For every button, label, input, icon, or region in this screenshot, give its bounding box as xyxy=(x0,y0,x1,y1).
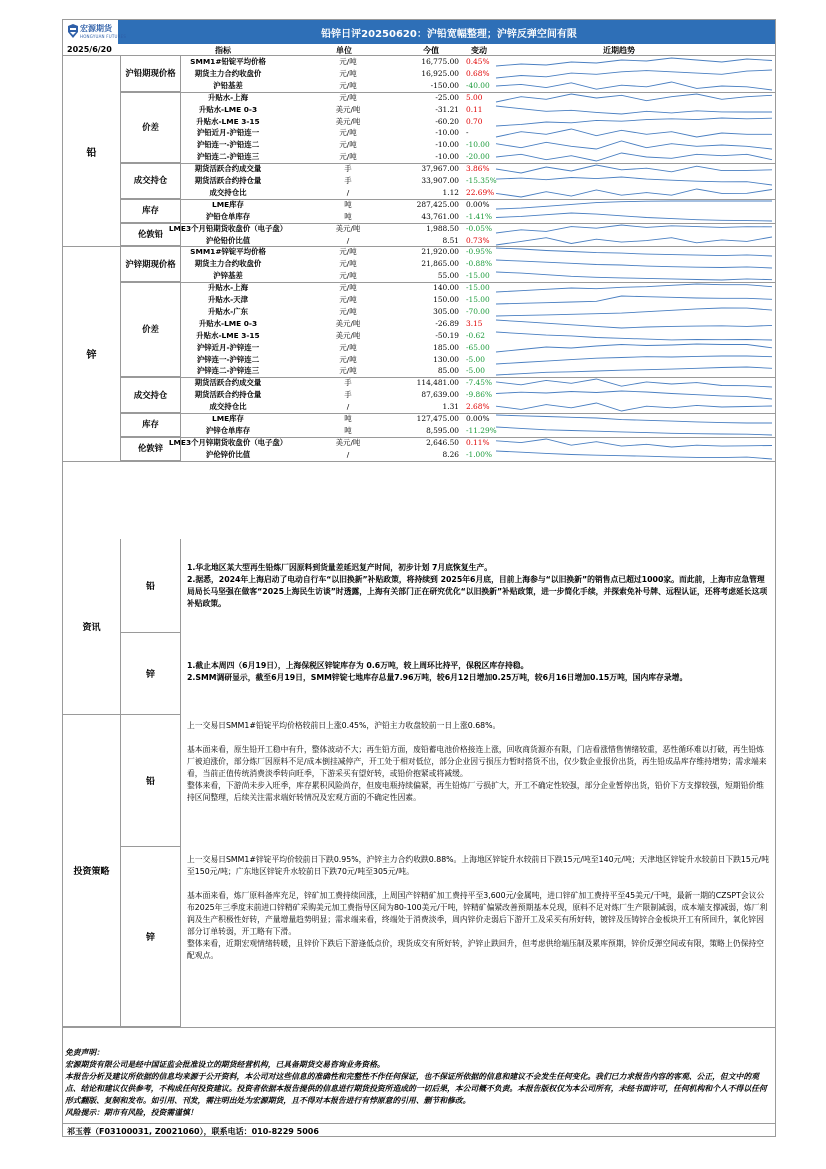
trend-line xyxy=(496,129,772,137)
strategy-lead-label: 铅 xyxy=(121,715,181,847)
header-value: 今值 xyxy=(423,46,439,55)
indicator-name: LME3个月锌期货收盘价（电子盘） xyxy=(168,437,288,447)
trend-line xyxy=(496,248,772,256)
indicator-change: 5.00 xyxy=(466,92,483,102)
news-zinc-item: 2.SMM调研显示，截至6月19日，SMM锌锭七地库存总量7.96万吨，较6月12日增加0.25万吨，较6月16日增加0.15万吨，国内库存录增。 xyxy=(187,673,688,682)
trend-sparkline xyxy=(495,390,773,400)
indicator-change: -0.95% xyxy=(466,247,492,257)
strategy-zinc-para: 整体来看，近期宏观情绪转暖，且锌价下跌后下游逢低点价，现货成交有所好转，沪锌止跌回升，但考虑供给端压制及累库预期，锌价反弹空间或有限，策略上仍保持空配观点。 xyxy=(187,939,764,960)
indicator-unit: 美元/吨 xyxy=(335,437,361,447)
indicator-name: 升贴水-LME 3-15 xyxy=(196,116,260,126)
header-date: 2025/6/20 xyxy=(67,45,112,54)
indicator-change: -10.00 xyxy=(466,140,490,150)
indicator-value: 16,925.00 xyxy=(421,68,459,78)
news-lead-item: 1.华北地区某大型再生铅炼厂因原料到货量差延迟复产时间，初步计划 7月底恢复生产。 xyxy=(187,563,493,572)
indicator-change: -15.00 xyxy=(466,283,490,293)
trend-sparkline xyxy=(495,236,773,246)
indicator-change: -0.88% xyxy=(466,259,492,269)
indicator-unit: 元/吨 xyxy=(339,68,357,78)
trend-sparkline xyxy=(495,93,773,103)
news-lead-text xyxy=(187,562,771,610)
news-zinc-item: 1.截止本周四（6月19日），上海保税区锌锭库存为 0.6万吨，较上周环比持平，保税区库存持稳。 xyxy=(187,661,529,670)
indicator-change: 0.68% xyxy=(466,68,490,78)
indicator-change: 2.68% xyxy=(466,402,490,412)
indicator-value: 8.26 xyxy=(442,449,459,459)
indicator-name: 沪伦锌价比值 xyxy=(205,449,251,459)
group-label: 价差 xyxy=(121,92,181,163)
trend-line xyxy=(496,58,772,66)
logo-name-cn: 宏源期货 xyxy=(80,24,112,33)
header-unit: 单位 xyxy=(336,46,352,55)
trend-sparkline xyxy=(495,224,773,234)
indicator-change: -9.86% xyxy=(466,390,492,400)
trend-sparkline xyxy=(495,247,773,257)
indicator-unit: 手 xyxy=(344,176,352,185)
indicator-change: 3.15 xyxy=(466,318,483,328)
indicator-unit: 吨 xyxy=(344,425,352,435)
company-logo xyxy=(63,20,127,44)
indicator-value: 37,967.00 xyxy=(421,164,459,174)
indicator-change: 0.00% xyxy=(466,199,490,209)
indicator-change: 0.11% xyxy=(466,437,490,447)
report-title: 铅锌日评20250620：沪铅宽幅整理；沪锌反弹空间有限 xyxy=(321,29,577,40)
indicator-change: -20.00 xyxy=(466,152,490,162)
indicator-value: 150.00 xyxy=(433,295,459,304)
trend-line xyxy=(496,344,772,352)
trend-line xyxy=(496,308,772,316)
group-label: 价差 xyxy=(121,282,181,377)
strategy-lead-para: 整体来看，下游尚未步入旺季，库存累积风险尚存，但废电瓶持续偏紧，再生铅炼厂亏损扩大，开工不确定性较强，部分企业暂停出货，铅价下方支撑较强，短期铅价维持区间整理，后续关注需求端好转情况及宏观方面的不确定性因素。 xyxy=(187,781,764,802)
indicator-value: 130.00 xyxy=(433,354,459,364)
trend-sparkline xyxy=(495,212,773,222)
group-label: 成交持仓 xyxy=(121,163,181,199)
strategy-zinc-para: 基本面来看，炼厂原料备库充足，锌矿加工费持续回涨，上周国产锌精矿加工费持平至3,600元/金属吨，进口锌矿加工费持平至45美元/干吨，最新一期的CZSPT会议公布2025年三季度末前进口锌精矿采购美元加工费指导区间为80-100美元/干吨，锌精矿偏紧改善预期基本兑现，原料不足对炼厂生产限制减弱，成本端支撑减弱，炼厂利润及生产积极性好转，产量增量趋势明显；需求端来看，终端处于消费淡季，周内锌价走弱后下游开工及采买有所好转，镀锌及压铸锌合金板块开工有所回升，氧化锌因部分订单转弱，开工略有下滑。 xyxy=(187,891,768,936)
indicator-value: 127,475.00 xyxy=(416,414,459,423)
indicator-name: LME库存 xyxy=(212,414,244,423)
group-label: 伦敦锌 xyxy=(121,437,181,461)
indicator-change: -1.41% xyxy=(466,211,492,221)
indicator-unit: 元/吨 xyxy=(339,128,357,138)
indicator-unit: / xyxy=(346,235,350,245)
trend-line xyxy=(496,320,772,328)
header-change: 变动 xyxy=(471,46,487,55)
trend-sparkline xyxy=(495,57,773,67)
strategy-lead-text xyxy=(187,720,771,804)
indicator-change: -7.45% xyxy=(466,378,492,388)
indicator-value: 55.00 xyxy=(437,271,459,281)
indicator-name: 升贴水-广东 xyxy=(207,306,249,316)
indicator-unit: 吨 xyxy=(344,211,352,221)
indicator-value: -25.00 xyxy=(435,92,459,102)
indicator-name: 升贴水-LME 0-3 xyxy=(198,318,258,328)
indicator-unit: 吨 xyxy=(344,199,352,209)
indicator-value: 305.00 xyxy=(433,306,459,316)
trend-line xyxy=(496,70,772,78)
indicator-unit: 元/吨 xyxy=(339,247,357,257)
indicator-name: 沪锌近月-沪锌连一 xyxy=(196,342,260,352)
indicator-name: 期货活跃合约成交量 xyxy=(194,378,262,388)
strategy-zinc-text xyxy=(187,854,771,962)
logo-mark-icon xyxy=(67,24,79,38)
indicator-name: 沪铅连一-沪铅连二 xyxy=(196,140,260,150)
indicator-change: -0.62 xyxy=(466,330,485,340)
indicator-value: 140.00 xyxy=(433,283,459,293)
indicator-unit: 元/吨 xyxy=(339,295,357,304)
indicator-value: 185.00 xyxy=(433,342,459,352)
indicator-name: 沪铅仓单库存 xyxy=(205,211,251,221)
trend-line xyxy=(496,272,772,280)
indicator-unit: 美元/吨 xyxy=(335,223,361,233)
indicator-unit: 吨 xyxy=(344,414,352,423)
indicator-unit: / xyxy=(346,449,350,459)
indicator-unit: 元/吨 xyxy=(339,306,357,316)
indicator-unit: 元/吨 xyxy=(339,80,357,90)
indicator-change: 0.73% xyxy=(466,235,490,245)
trend-line xyxy=(496,451,772,459)
indicator-name: 升贴水-LME 3-15 xyxy=(196,330,260,340)
trend-sparkline xyxy=(495,164,773,174)
indicator-change: -70.00 xyxy=(466,306,490,316)
trend-sparkline xyxy=(495,355,773,365)
indicator-value: -31.21 xyxy=(435,104,459,114)
indicator-unit: 元/吨 xyxy=(339,366,357,376)
indicator-value: -50.19 xyxy=(435,330,459,340)
indicator-unit: 手 xyxy=(344,378,352,388)
indicator-name: 沪锌基差 xyxy=(213,271,243,281)
footer xyxy=(63,1123,775,1137)
trend-sparkline xyxy=(495,450,773,460)
logo-name-en: HONGYUAN FUTURES xyxy=(80,34,127,39)
indicator-name: 期货活跃合约持仓量 xyxy=(194,176,262,185)
group-label: 伦敦铅 xyxy=(121,223,181,247)
indicator-value: 87,639.00 xyxy=(421,390,459,400)
indicator-value: 1.12 xyxy=(442,187,459,197)
trend-sparkline xyxy=(495,81,773,91)
indicator-change: -15.00 xyxy=(466,271,490,281)
indicator-change: 3.86% xyxy=(466,164,490,174)
strategy-lead-para: 基本面来看，原生铅开工稳中有升，整体波动不大；再生铅方面，废铅蓄电池价格接连上涨，回收商货源亦有限，门店看涨惜售情绪较重，恶性循环难以打破，再生铅炼厂被迫涨价，部分炼厂因原料不足/成本倒挂减停产，开工处于相对低位，部分企业因亏损压力暂时搭货不出，仅少数企业报价出货，再生铅成品库存维持增势；需求端来看，当前正值传统消费淡季转向旺季，下游采买有望好转，或铅价抱紧或将减缓。 xyxy=(187,745,767,778)
trend-line xyxy=(496,260,772,268)
trend-sparkline xyxy=(495,117,773,127)
indicator-value: 33,907.00 xyxy=(421,176,459,185)
indicator-unit: / xyxy=(346,187,350,197)
trend-line xyxy=(496,94,772,102)
indicator-unit: 手 xyxy=(344,390,352,400)
block-divider xyxy=(63,461,775,462)
indicator-change: 0.70 xyxy=(466,116,483,126)
indicator-value: 114,481.00 xyxy=(416,378,459,388)
indicator-name: 期货主力合约收盘价 xyxy=(194,259,262,269)
trend-sparkline xyxy=(495,319,773,329)
divider xyxy=(63,1027,775,1028)
indicator-unit: 元/吨 xyxy=(339,271,357,281)
indicator-name: 沪铅连二-沪铅连三 xyxy=(196,152,260,162)
indicator-value: 8.51 xyxy=(442,235,459,245)
trend-sparkline xyxy=(495,438,773,448)
report-header xyxy=(63,20,775,44)
indicator-name: SMM1#铅锭平均价格 xyxy=(190,57,266,66)
indicator-change: -0.05% xyxy=(466,223,492,233)
header-trend: 近期趋势 xyxy=(603,46,635,55)
indicator-change: -1.00% xyxy=(466,449,492,459)
trend-line xyxy=(496,439,772,447)
indicator-unit: 元/吨 xyxy=(339,92,357,102)
trend-line xyxy=(496,213,772,221)
trend-sparkline xyxy=(495,426,773,436)
trend-line xyxy=(496,82,772,90)
news-lead-item: 2.据悉，2024年上海启动了电动自行车“以旧换新”补贴政策，将持续到 2025年6月底，目前上海参与“以旧换新”的销售点已超过1000家。而此前，上海市应急管理局局长马坚强在做客“2025上海民生访谈”时透露，上海有关部门正在研究优化“以旧换新”补贴政策，进一步简化手续，并探索免补号牌、远程认证，还将考虑延长这项补贴政策。 xyxy=(187,575,768,608)
indicator-value: -26.89 xyxy=(435,318,459,328)
indicator-unit: 元/吨 xyxy=(339,283,357,293)
indicator-name: 升贴水-上海 xyxy=(207,92,249,102)
group-label: 沪铅期现价格 xyxy=(121,56,181,92)
indicator-name: 沪锌仓单库存 xyxy=(205,425,251,435)
trend-sparkline xyxy=(495,188,773,198)
indicator-unit: 元/吨 xyxy=(339,259,357,269)
indicator-unit: 美元/吨 xyxy=(335,104,361,114)
trend-line xyxy=(496,201,772,209)
trend-sparkline xyxy=(495,295,773,305)
trend-line xyxy=(496,379,772,387)
indicator-value: 16,775.00 xyxy=(421,57,459,66)
trend-sparkline xyxy=(495,128,773,138)
trend-sparkline xyxy=(495,105,773,115)
indicator-value: 2,646.50 xyxy=(426,437,459,447)
indicator-unit: 手 xyxy=(344,164,352,174)
indicator-value: -150.00 xyxy=(430,80,459,90)
indicator-name: LME库存 xyxy=(212,199,244,209)
strategy-lead-para: 上一交易日SMM1#铅锭平均价格较前日上涨0.45%，沪铅主力收盘较前一日上涨0.68%。 xyxy=(187,721,501,730)
indicator-change: -15.00 xyxy=(466,295,490,304)
indicator-change: 0.45% xyxy=(466,57,490,66)
trend-line xyxy=(496,415,772,423)
spacer xyxy=(187,732,771,744)
disclaimer xyxy=(65,1047,771,1119)
group-label: 库存 xyxy=(121,413,181,437)
indicator-change: -5.00 xyxy=(466,354,485,364)
spacer xyxy=(187,878,771,890)
indicator-unit: 美元/吨 xyxy=(335,318,361,328)
indicator-name: 升贴水-天津 xyxy=(207,295,249,304)
strategy-zinc-label: 锌 xyxy=(121,847,181,1027)
indicator-name: 期货活跃合约成交量 xyxy=(194,164,262,174)
indicator-value: 85.00 xyxy=(437,366,459,376)
indicator-unit: / xyxy=(346,402,350,412)
report-sheet xyxy=(62,19,776,1137)
trend-line xyxy=(496,391,772,399)
indicator-name: 沪铅近月-沪铅连一 xyxy=(196,128,260,138)
indicator-value: 287,425.00 xyxy=(416,199,459,209)
trend-sparkline xyxy=(495,283,773,293)
indicator-change: 0.00% xyxy=(466,414,490,423)
analyst-contact: 祁玉蓉（F03100031, Z0021060），联系电话：010-8229 5006 xyxy=(67,1127,319,1136)
trend-sparkline xyxy=(495,176,773,186)
indicator-value: 21,920.00 xyxy=(421,247,459,257)
trend-line xyxy=(496,332,772,340)
trend-line xyxy=(496,177,772,185)
strategy-zinc-para: 上一交易日SMM1#锌锭平均价较前日下跌0.95%，沪锌主力合约收跌0.88%。上海地区锌锭升水较前日下跌15元/吨至140元/吨；天津地区锌锭升水较前日下跌15元/吨至150元/吨；广东地区锌锭升水较前日下跌70元/吨至305元/吨。 xyxy=(187,855,770,876)
disclaimer-line: 本报告分析及建议所依据的信息均来源于公开资料，本公司对这些信息的准确性和完整性不作任何保证，也不保证所依据的信息和建议不会发生任何变化。我们已力求报告内容的客观、公正，但文中的观点、结论和建议仅供参考，不构成任何投资建议。投资者依据本报告提供的信息进行期货投资所造成的一切后果，本公司概不负责。本报告版权仅为本公司所有，未经书面许可，任何机构和个人不得以任何形式翻版、复制和发布。如引用、刊发，需注明出处为宏源期货，且不得对本报告进行有悖原意的引用、删节和修改。 xyxy=(65,1072,767,1105)
column-header-row xyxy=(63,44,775,56)
metal-label: 锌 xyxy=(63,246,121,460)
trend-sparkline xyxy=(495,366,773,376)
indicator-change: -11.29% xyxy=(466,425,497,435)
indicator-change: -5.00 xyxy=(466,366,485,376)
trend-line xyxy=(496,165,772,173)
trend-line xyxy=(496,106,772,114)
trend-sparkline xyxy=(495,307,773,317)
indicator-unit: 元/吨 xyxy=(339,152,357,162)
trend-sparkline xyxy=(495,343,773,353)
indicator-value: 21,865.00 xyxy=(421,259,459,269)
trend-line xyxy=(496,296,772,304)
indicator-name: 沪铅基差 xyxy=(213,80,243,90)
indicator-unit: 元/吨 xyxy=(339,57,357,66)
disclaimer-title: 免责声明： xyxy=(65,1048,104,1057)
group-label: 成交持仓 xyxy=(121,377,181,413)
indicator-name: 升贴水-上海 xyxy=(207,283,249,293)
trend-sparkline xyxy=(495,271,773,281)
indicator-change: -40.00 xyxy=(466,80,490,90)
indicator-name: LME3个月铅期货收盘价（电子盘） xyxy=(168,223,288,233)
indicator-value: 1.31 xyxy=(442,402,459,412)
indicator-name: SMM1#锌锭平均价格 xyxy=(190,247,266,257)
trend-sparkline xyxy=(495,414,773,424)
indicator-name: 沪锌连二-沪锌连三 xyxy=(196,366,260,376)
metal-label: 铅 xyxy=(63,56,121,246)
trend-sparkline xyxy=(495,331,773,341)
indicator-name: 升贴水-LME 0-3 xyxy=(198,104,258,114)
indicator-unit: 元/吨 xyxy=(339,140,357,150)
group-label: 沪锌期现价格 xyxy=(121,246,181,282)
trend-sparkline xyxy=(495,259,773,269)
trend-line xyxy=(496,356,772,364)
indicator-value: -60.20 xyxy=(435,116,459,126)
indicator-name: 期货活跃合约持仓量 xyxy=(194,390,262,400)
news-lead-label: 铅 xyxy=(121,539,181,633)
indicator-change: 22.69% xyxy=(466,187,495,197)
trend-sparkline xyxy=(495,152,773,162)
trend-line xyxy=(496,367,772,375)
disclaimer-line: 风险提示：期市有风险，投资需谨慎！ xyxy=(65,1108,198,1117)
indicator-value: 1,988.50 xyxy=(426,223,459,233)
indicator-value: -10.00 xyxy=(435,140,459,150)
indicator-change: - xyxy=(466,128,469,138)
indicator-change: 0.11 xyxy=(466,104,483,114)
trend-sparkline xyxy=(495,140,773,150)
indicator-value: -10.00 xyxy=(435,128,459,138)
indicator-unit: 元/吨 xyxy=(339,342,357,352)
indicator-unit: 美元/吨 xyxy=(335,330,361,340)
trend-line xyxy=(496,237,772,245)
indicator-name: 期货主力合约收盘价 xyxy=(194,68,262,78)
trend-line xyxy=(496,225,772,233)
indicator-unit: 元/吨 xyxy=(339,354,357,364)
disclaimer-line: 宏源期货有限公司是经中国证监会批准设立的期货经营机构，已具备期货交易咨询业务资格。 xyxy=(65,1060,385,1069)
news-zinc-text xyxy=(187,660,771,684)
indicator-value: 8,595.00 xyxy=(426,425,459,435)
news-zinc-label: 锌 xyxy=(121,633,181,715)
news-section-label: 资讯 xyxy=(63,539,121,715)
header-indicator: 指标 xyxy=(215,46,231,55)
indicator-value: -10.00 xyxy=(435,152,459,162)
trend-line xyxy=(496,427,772,435)
trend-sparkline xyxy=(495,200,773,210)
trend-line xyxy=(496,153,772,161)
indicator-unit: 美元/吨 xyxy=(335,116,361,126)
indicator-change: -65.00 xyxy=(466,342,490,352)
indicator-name: 成交持仓比 xyxy=(209,187,247,197)
indicator-value: 43,761.00 xyxy=(421,211,459,221)
trend-line xyxy=(496,118,772,126)
group-label: 库存 xyxy=(121,199,181,223)
indicator-name: 沪锌连一-沪锌连二 xyxy=(196,354,260,364)
trend-sparkline xyxy=(495,402,773,412)
trend-sparkline xyxy=(495,69,773,79)
trend-line xyxy=(496,403,772,411)
trend-line xyxy=(496,189,772,197)
indicator-name: 成交持仓比 xyxy=(209,402,247,412)
indicator-name: 沪伦铅价比值 xyxy=(205,235,251,245)
trend-line xyxy=(496,141,772,149)
trend-line xyxy=(496,284,772,292)
indicator-change: -15.35% xyxy=(466,176,497,185)
strategy-section-label: 投资策略 xyxy=(63,715,121,1027)
trend-sparkline xyxy=(495,378,773,388)
